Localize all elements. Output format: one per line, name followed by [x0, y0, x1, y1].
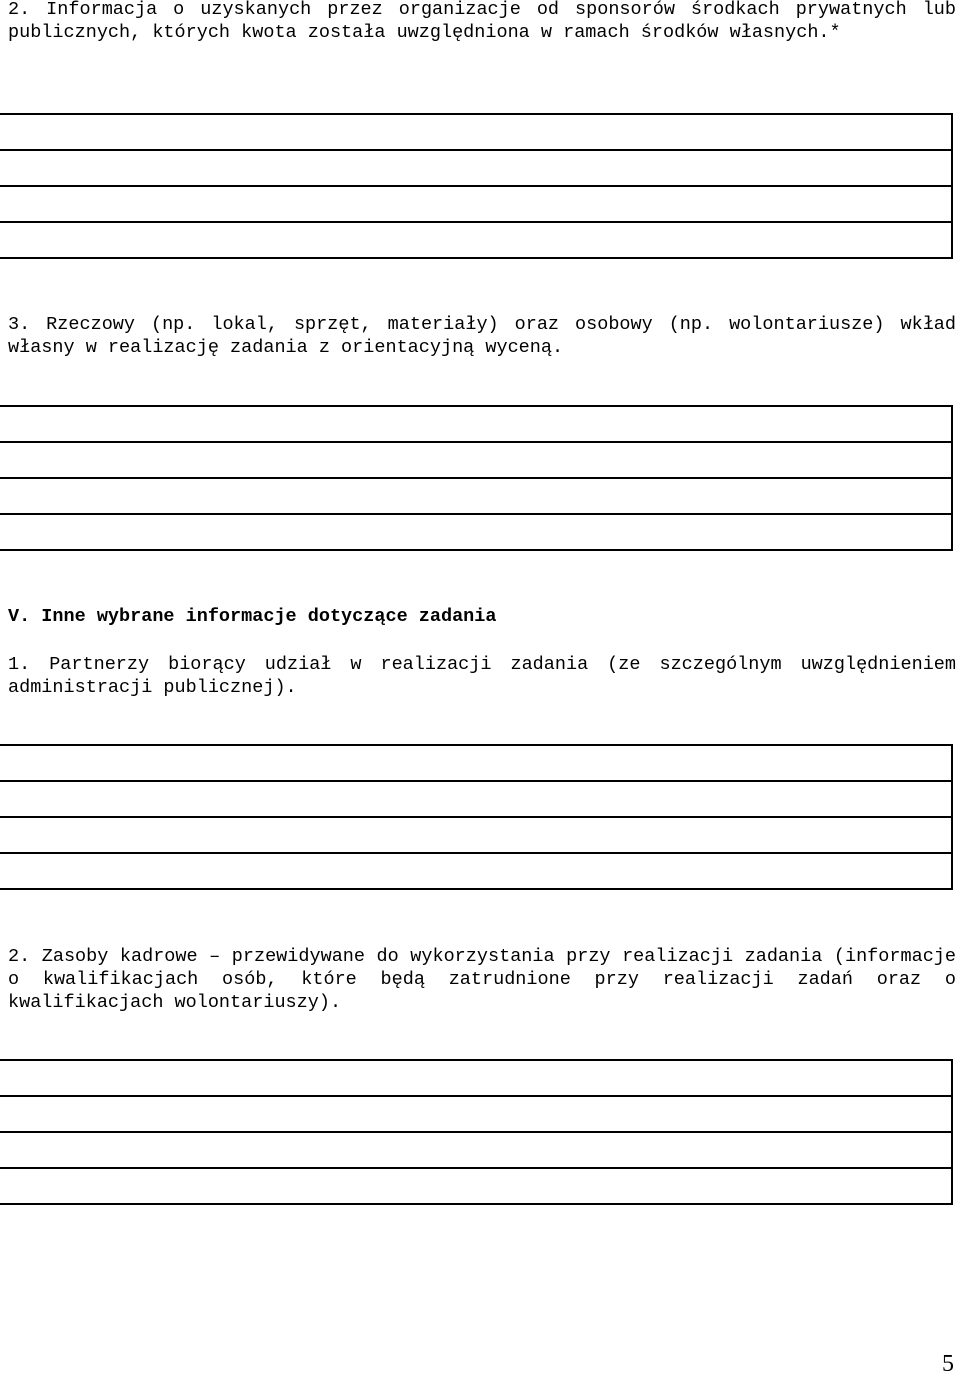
section-v-heading: V. Inne wybrane informacje dotyczące zadania: [8, 606, 497, 627]
staff-resources-paragraph: 2. Zasoby kadrowe – przewidywane do wykorzystania przy realizacji zadania (informacje o kwalifikacjach osób, które będą zatrudnione przy realizacji zadań oraz o kwalifikacjach wolontariuszy).: [8, 946, 956, 1013]
table-row: [0, 853, 952, 889]
table-cell[interactable]: [0, 442, 952, 478]
table-row: [0, 442, 952, 478]
table-cell[interactable]: [0, 514, 952, 550]
table-row: [0, 514, 952, 550]
table-cell[interactable]: [0, 1060, 952, 1096]
table-cell[interactable]: [0, 1132, 952, 1168]
table-cell[interactable]: [0, 478, 952, 514]
in-kind-contribution-paragraph: 3. Rzeczowy (np. lokal, sprzęt, materiały) oraz osobowy (np. wolontariusze) wkład własny w realizację zadania z orientacyjną wyceną.: [8, 314, 956, 358]
table-row: [0, 186, 952, 222]
table-cell[interactable]: [0, 1096, 952, 1132]
page-number: 5: [942, 1351, 954, 1377]
table-row: [0, 114, 952, 150]
table-cell[interactable]: [0, 222, 952, 258]
table-cell[interactable]: [0, 745, 952, 781]
table-cell[interactable]: [0, 781, 952, 817]
table-cell[interactable]: [0, 817, 952, 853]
table-cell[interactable]: [0, 186, 952, 222]
table-row: [0, 1168, 952, 1204]
sponsors-info-paragraph: 2. Informacja o uzyskanych przez organizacje od sponsorów środkach prywatnych lub publicznych, których kwota została uwzględniona w ramach środków własnych.*: [8, 0, 956, 43]
table-cell[interactable]: [0, 853, 952, 889]
table-cell[interactable]: [0, 406, 952, 442]
table-row: [0, 406, 952, 442]
in-kind-contribution-table: [0, 405, 953, 551]
partners-paragraph: 1. Partnerzy biorący udział w realizacji zadania (ze szczególnym uwzględnieniem administracji publicznej).: [8, 654, 956, 698]
table-row: [0, 817, 952, 853]
table-cell[interactable]: [0, 114, 952, 150]
staff-resources-table: [0, 1059, 953, 1205]
table-row: [0, 478, 952, 514]
table-row: [0, 781, 952, 817]
table-row: [0, 1060, 952, 1096]
table-row: [0, 222, 952, 258]
partners-table: [0, 744, 953, 890]
table-cell[interactable]: [0, 1168, 952, 1204]
table-row: [0, 1132, 952, 1168]
table-cell[interactable]: [0, 150, 952, 186]
table-row: [0, 745, 952, 781]
table-row: [0, 150, 952, 186]
sponsors-info-table: [0, 113, 953, 259]
table-row: [0, 1096, 952, 1132]
